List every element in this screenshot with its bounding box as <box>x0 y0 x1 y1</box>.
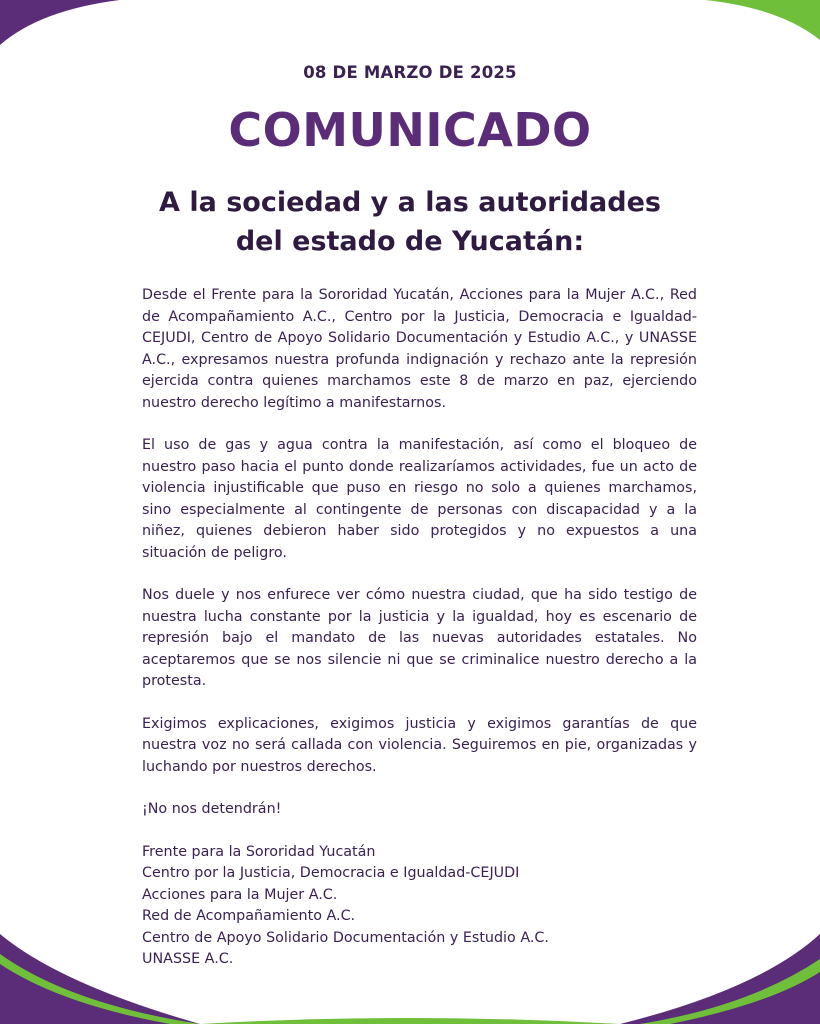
communique-date: 08 DE MARZO DE 2025 <box>303 63 517 82</box>
signatories-list <box>142 842 697 971</box>
signatory: Frente para la Sororidad Yucatán <box>142 843 376 860</box>
paragraph-1: Desde el Frente para la Sororidad Yucatán, Acciones para la Mujer A.C., Red de Acompañamiento A.C., Centro por la Justicia, Democracia e Igualdad-CEJUDI, Centro de Apoyo Solidario Documentación y Estudio A.C., y UNASSE A.C., expresamos nuestra profunda indignación y rechazo ante la represión ejercida contra quienes marchamos este 8 de marzo en paz, ejerciendo nuestro derecho legítimo a manifestarnos. <box>142 287 697 411</box>
signatory: Acciones para la Mujer A.C. <box>142 886 338 903</box>
addressee-line-1: A la sociedad y a las autoridades <box>159 187 661 218</box>
signatory: Centro por la Justicia, Democracia e Igualdad-CEJUDI <box>142 865 520 881</box>
addressee-line-2: del estado de Yucatán: <box>235 226 585 257</box>
page-title: COMUNICADO <box>228 103 592 157</box>
communique-content <box>142 285 697 971</box>
paragraph-3: Nos duele y nos enfurece ver cómo nuestra ciudad, que ha sido testigo de nuestra lucha constante por la justicia y la igualdad, hoy es escenario de represión bajo el mandato de las nuevas autoridades estatales. No aceptaremos que se nos silencie ni que se criminalice nuestro derecho a la protesta. <box>142 587 697 689</box>
communique-addressee <box>0 183 820 261</box>
paragraph-4: Exigimos explicaciones, exigimos justicia y exigimos garantías de que nuestra voz no será callada con violencia. Seguiremos en pie, organizadas y luchando por nuestros derechos. <box>142 715 697 775</box>
signatory: Centro de Apoyo Solidario Documentación y Estudio A.C. <box>142 929 549 946</box>
closing-statement: ¡No nos detendrán! <box>142 801 282 817</box>
paragraph-2: El uso de gas y agua contra la manifestación, así como el bloqueo de nuestro paso hacia el punto donde realizaríamos actividades, fue un acto de violencia injustificable que puso en riesgo no solo a quienes marchamos, sino especialmente al contingente de personas con discapacidad y a la niñez, quienes debieron haber sido protegidos y no expuestos a una situación de peligro. <box>142 437 697 561</box>
signatory: Red de Acompañamiento A.C. <box>142 908 356 924</box>
signatory: UNASSE A.C. <box>142 951 234 967</box>
